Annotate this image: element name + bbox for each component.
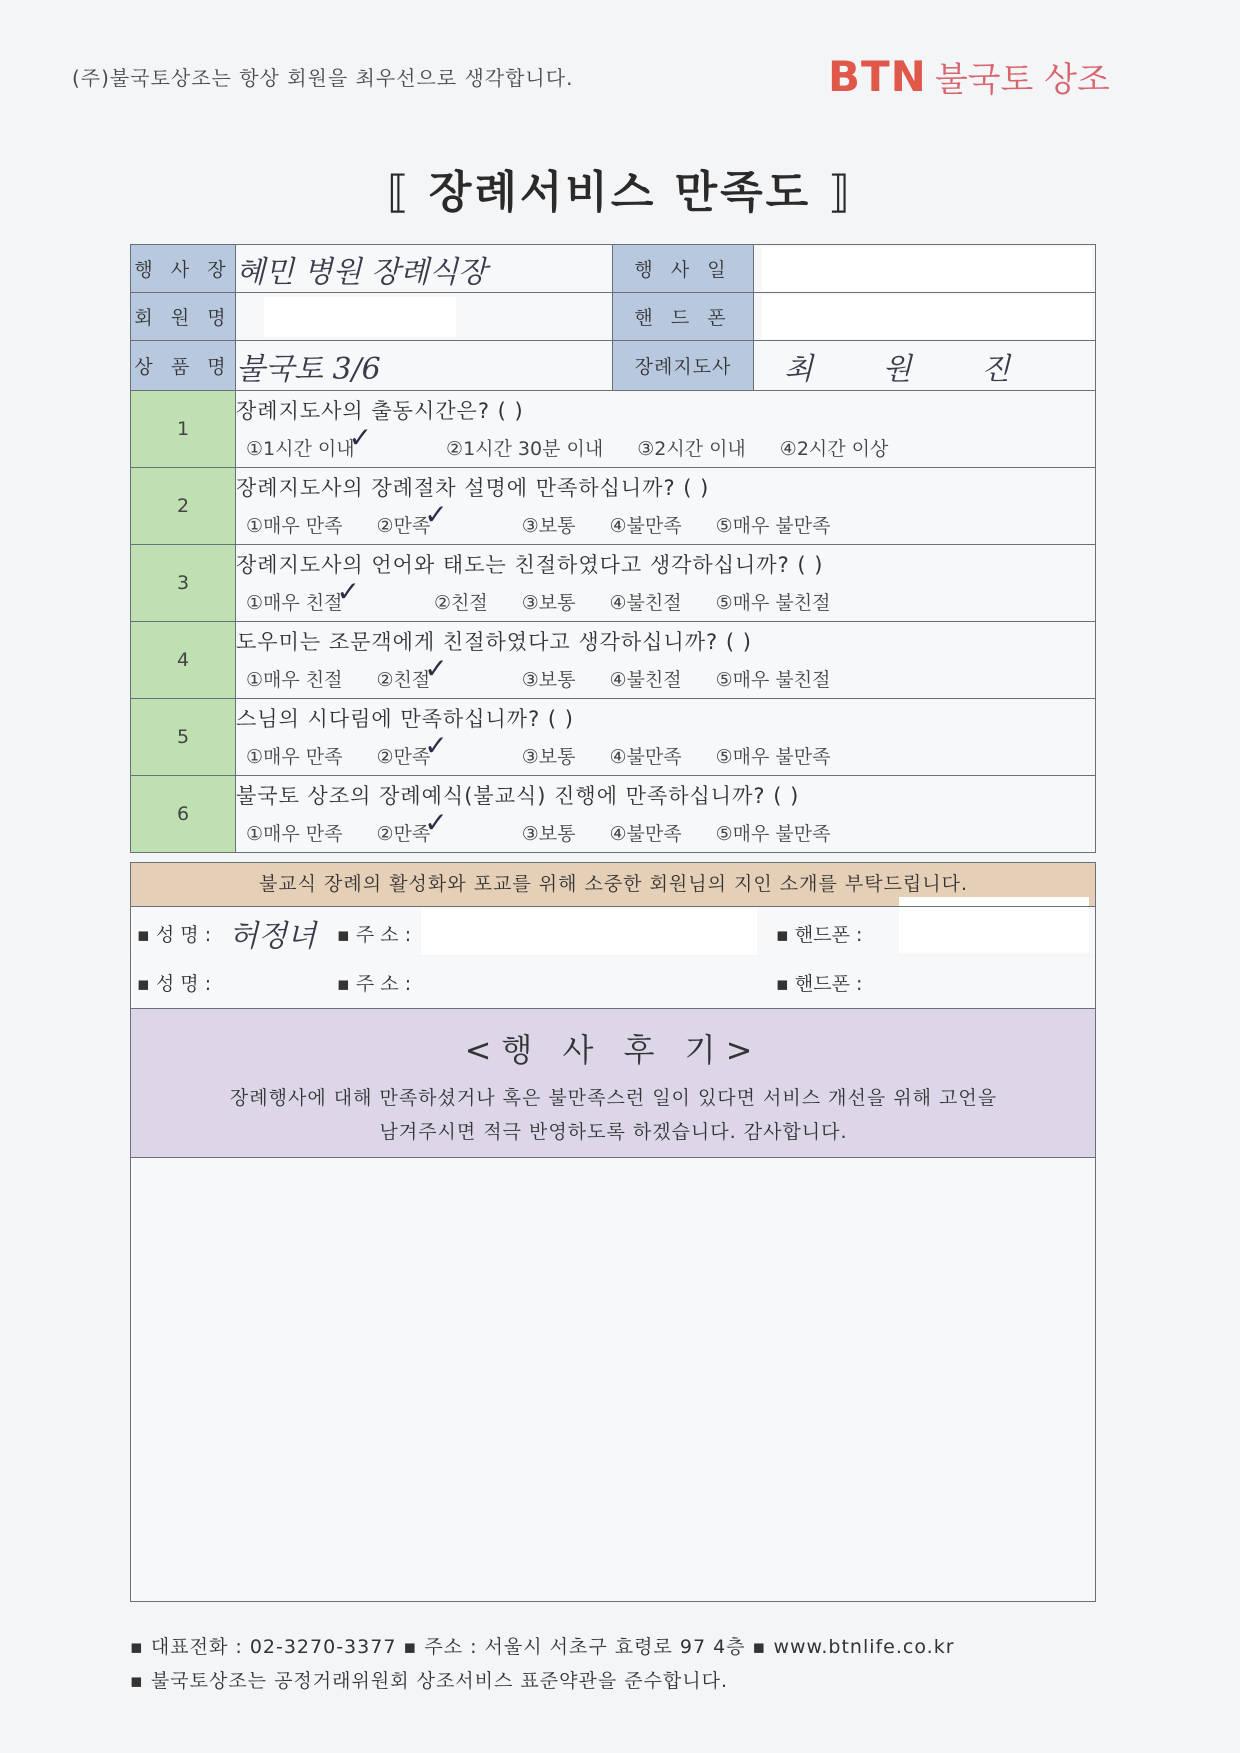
answer-option[interactable]: ④불친절 <box>609 669 682 691</box>
question-number: 3 <box>131 545 236 622</box>
document-title: ⟦ 장례서비스 만족도 ⟧ <box>387 167 853 218</box>
redacted-address <box>421 909 757 955</box>
product-label: 상 품 명 <box>131 341 236 391</box>
answer-option[interactable]: ⑤매우 불만족 <box>715 823 831 845</box>
handwritten-check-mark: ✓ <box>348 421 373 454</box>
referral-row-2 <box>131 956 1096 1008</box>
question-number: 4 <box>131 622 236 699</box>
answer-option[interactable]: ②만족✓ <box>376 729 448 768</box>
answer-option[interactable]: ①매우 친절✓ <box>246 575 360 614</box>
question-number: 1 <box>131 391 236 468</box>
answer-option[interactable]: ④2시간 이상 <box>779 438 889 460</box>
referral-banner: 불교식 장례의 활성화와 포교를 위해 소중한 회원님의 지인 소개를 부탁드립니다. <box>131 862 1096 906</box>
answer-option[interactable]: ②만족✓ <box>376 498 448 537</box>
referral-name-label: ▪ 성 명 : <box>137 924 212 946</box>
handwritten-check-mark: ✓ <box>336 575 360 608</box>
question-row <box>131 391 1096 468</box>
answer-option[interactable]: ②친절✓ <box>376 652 448 691</box>
question-cell <box>236 622 1096 699</box>
answer-options <box>236 729 1095 772</box>
question-text: 장례지도사의 출동시간은? ( ) <box>236 399 524 423</box>
phone-label: 핸 드 폰 <box>613 293 754 341</box>
referral-phone-label-2: ▪ 핸드폰 : <box>776 973 863 995</box>
answer-option[interactable]: ③보통 <box>521 746 576 768</box>
logo-btn-text: BTN <box>828 52 927 101</box>
answer-option[interactable]: ⑤매우 불만족 <box>715 515 831 537</box>
venue-label: 행 사 장 <box>131 245 236 293</box>
question-number: 6 <box>131 776 236 853</box>
date-value <box>754 245 1096 293</box>
divider <box>130 906 1096 907</box>
review-header <box>131 1009 1096 1157</box>
question-text: 불국토 상조의 장례예식(불교식) 진행에 만족하십니까? ( ) <box>236 784 800 808</box>
date-label: 행 사 일 <box>613 245 754 293</box>
answer-option[interactable]: ⑤매우 불만족 <box>715 746 831 768</box>
redacted-date <box>762 247 1092 291</box>
question-number: 5 <box>131 699 236 776</box>
answer-option[interactable]: ②친절 <box>433 592 488 614</box>
venue-value: 혜민 병원 장례식장 <box>236 245 613 293</box>
review-instructions-1: 장례행사에 대해 만족하셨거나 혹은 불만족스런 일이 있다면 서비스 개선을 위해 고언을 <box>229 1087 998 1109</box>
referral-name-label-2: ▪ 성 명 : <box>137 973 212 995</box>
answer-options <box>236 652 1095 695</box>
answer-options <box>236 575 1095 618</box>
referral-name-value: 허정녀 <box>229 919 316 954</box>
footer-contact: ▪ 대표전화 : 02-3270-3377 ▪ 주소 : 서울시 서초구 효령로 97 4층 ▪ www.btnlife.co.kr <box>130 1636 955 1658</box>
footer-notice: ▪ 불국토상조는 공정거래위원회 상조서비스 표준약관을 준수합니다. <box>130 1670 729 1692</box>
question-row <box>131 622 1096 699</box>
review-instructions-2: 남겨주시면 적극 반영하도록 하겠습니다. 감사합니다. <box>379 1121 848 1143</box>
answer-option[interactable]: ③보통 <box>521 823 576 845</box>
handwritten-check-mark: ✓ <box>424 652 448 685</box>
question-number: 2 <box>131 468 236 545</box>
answer-option[interactable]: ②만족✓ <box>376 806 448 845</box>
question-cell <box>236 776 1096 853</box>
question-cell <box>236 391 1096 468</box>
answer-option[interactable]: ③2시간 이내 <box>637 438 746 460</box>
referral-address-label-2: ▪ 주 소 : <box>337 973 412 995</box>
referral-row-1 <box>131 907 1096 955</box>
answer-option[interactable]: ③보통 <box>521 669 576 691</box>
handwritten-check-mark: ✓ <box>424 729 448 762</box>
answer-options <box>236 806 1095 849</box>
phone-value <box>754 293 1096 341</box>
product-value: 불국토 3/6 <box>236 341 613 391</box>
question-row <box>131 545 1096 622</box>
divider <box>130 1008 1096 1009</box>
answer-option[interactable]: ④불만족 <box>609 746 682 768</box>
answer-option[interactable]: ⑤매우 불친절 <box>715 669 831 691</box>
referral-phone-label: ▪ 핸드폰 : <box>776 924 863 946</box>
redacted-member-name <box>264 297 456 337</box>
answer-option[interactable]: ④불만족 <box>609 823 682 845</box>
review-writing-area[interactable] <box>131 1158 1096 1602</box>
director-value: 최 원 진 <box>754 341 1096 391</box>
question-cell <box>236 699 1096 776</box>
question-row <box>131 699 1096 776</box>
review-title: <행 사 후 기> <box>464 1031 763 1069</box>
company-logo <box>828 52 1148 108</box>
handwritten-check-mark: ✓ <box>424 806 448 839</box>
answer-options <box>236 498 1095 541</box>
answer-option[interactable]: ④불만족 <box>609 515 682 537</box>
member-label: 회 원 명 <box>131 293 236 341</box>
member-value <box>236 293 613 341</box>
answer-option[interactable]: ③보통 <box>521 592 576 614</box>
question-text: 장례지도사의 언어와 태도는 친절하였다고 생각하십니까? ( ) <box>236 553 824 577</box>
answer-option[interactable]: ①매우 만족 <box>246 515 343 537</box>
answer-option[interactable]: ①매우 만족 <box>246 823 343 845</box>
answer-option[interactable]: ③보통 <box>521 515 576 537</box>
answer-option[interactable]: ①1시간 이내✓ <box>246 421 373 460</box>
logo-korean-text: 불국토 상조 <box>934 60 1110 100</box>
redacted-phone <box>762 295 1092 339</box>
question-text: 장례지도사의 장례절차 설명에 만족하십니까? ( ) <box>236 476 710 500</box>
director-label: 장례지도사 <box>613 341 754 391</box>
survey-form <box>130 244 1096 853</box>
company-tagline: (주)불국토상조는 항상 회원을 최우선으로 생각합니다. <box>72 66 574 90</box>
question-cell <box>236 468 1096 545</box>
divider <box>130 1157 1096 1158</box>
document-title-text: 장례서비스 만족도 <box>428 167 812 218</box>
answer-option[interactable]: ①매우 만족 <box>246 746 343 768</box>
answer-option[interactable]: ②1시간 30분 이내 <box>446 438 604 460</box>
answer-options <box>236 421 1095 464</box>
question-row <box>131 776 1096 853</box>
referral-address-label: ▪ 주 소 : <box>337 924 412 946</box>
question-row <box>131 468 1096 545</box>
answer-option[interactable]: ①매우 친절 <box>246 669 343 691</box>
handwritten-check-mark: ✓ <box>424 498 448 531</box>
question-text: 도우미는 조문객에게 친절하였다고 생각하십니까? ( ) <box>236 630 752 654</box>
question-cell <box>236 545 1096 622</box>
question-text: 스님의 시다림에 만족하십니까? ( ) <box>236 707 574 731</box>
answer-option[interactable]: ④불친절 <box>609 592 682 614</box>
answer-option[interactable]: ⑤매우 불친절 <box>715 592 831 614</box>
